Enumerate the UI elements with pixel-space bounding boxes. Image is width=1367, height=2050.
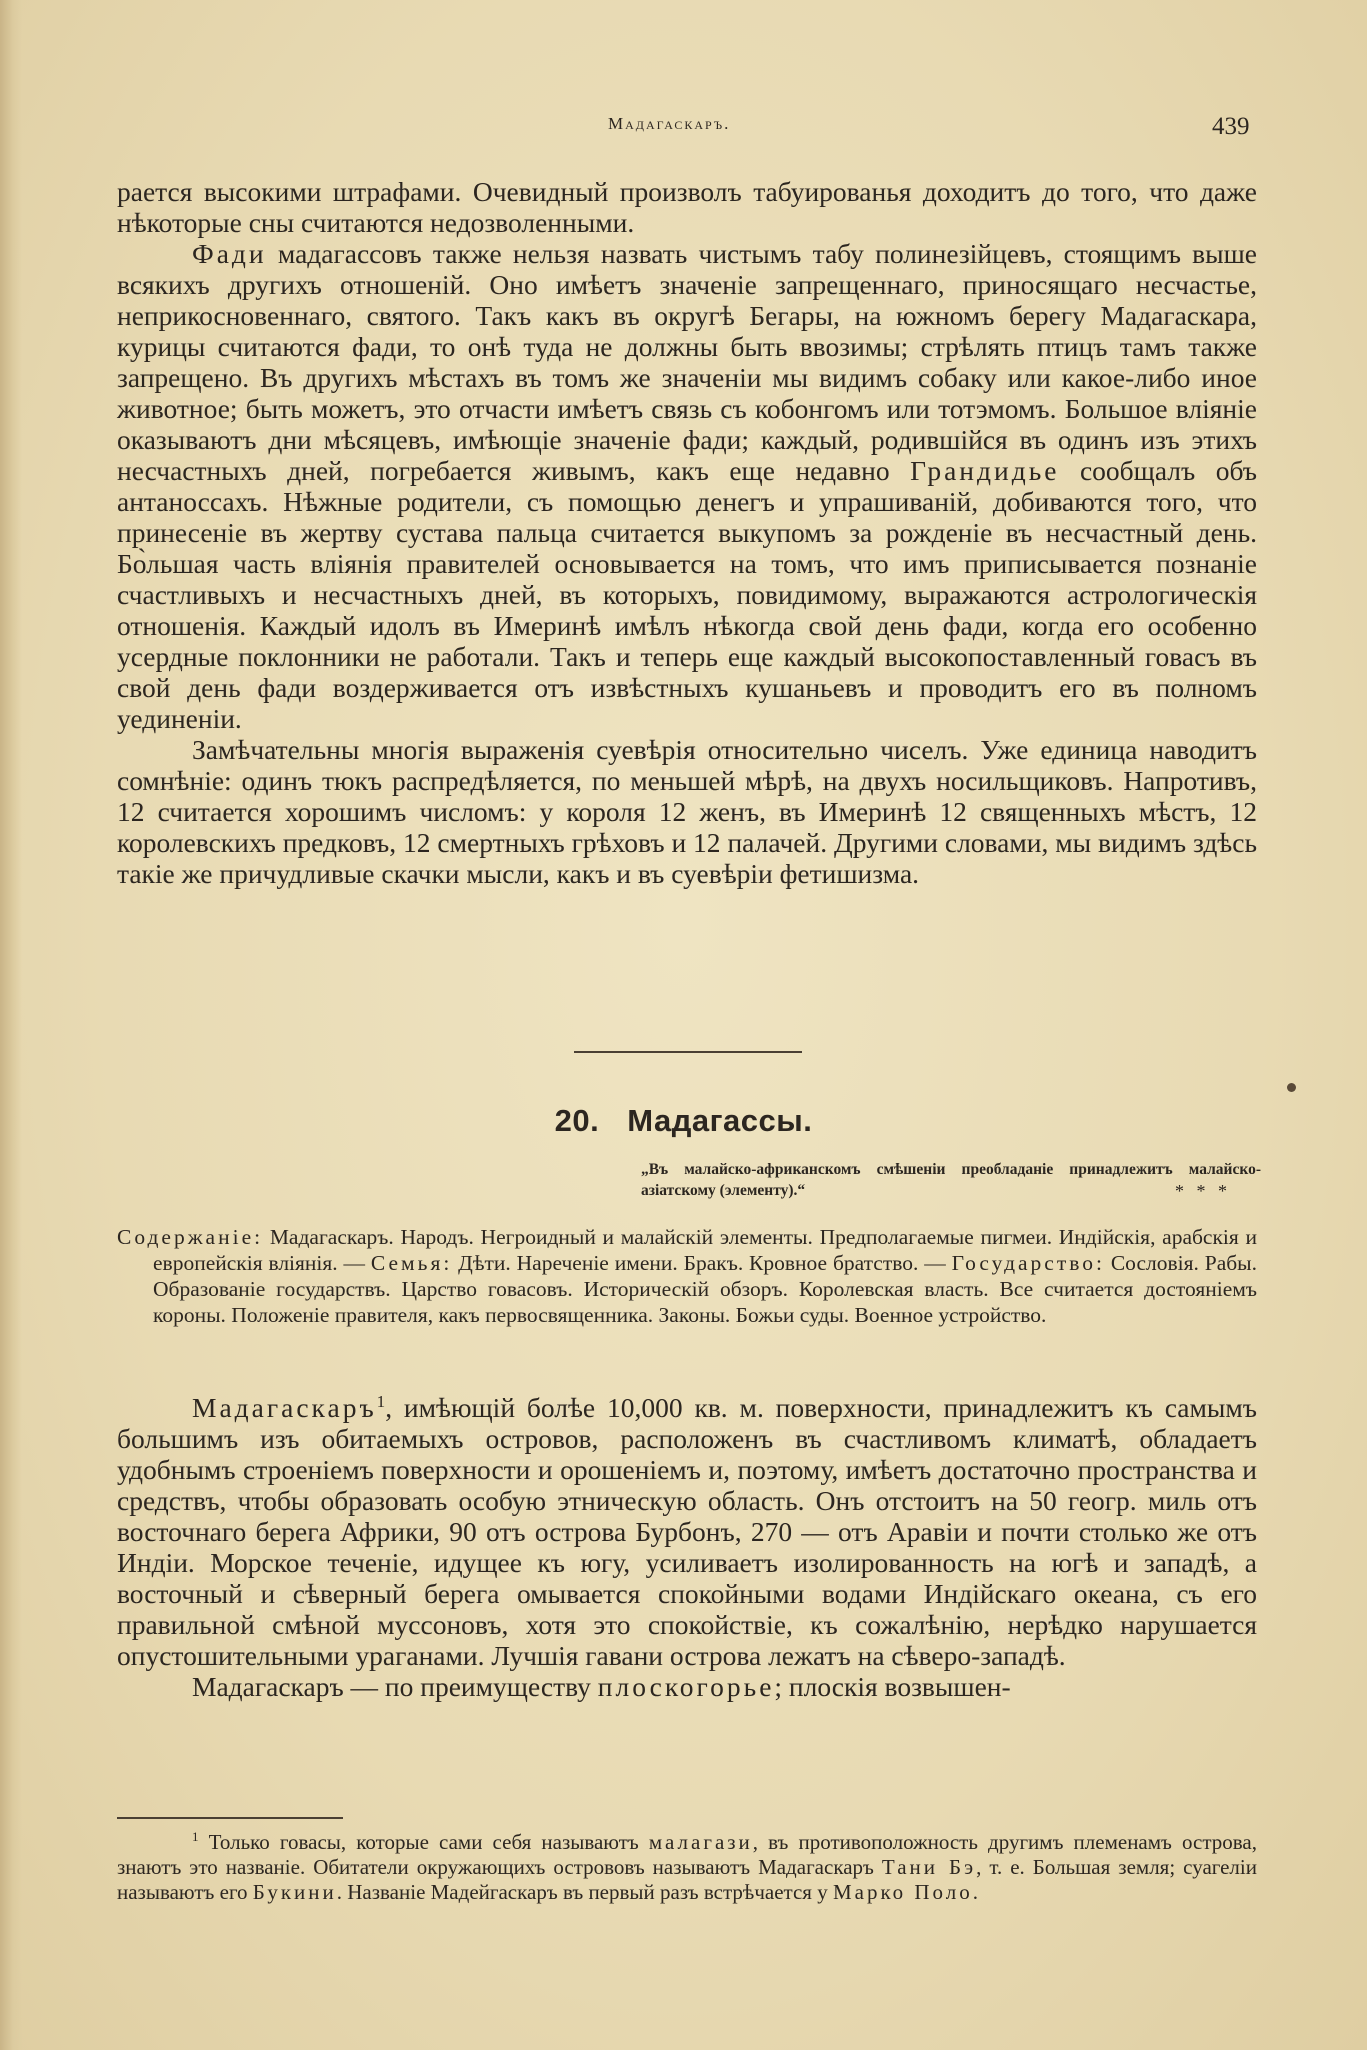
paragraph-fadi <box>117 238 1257 734</box>
paper-speck <box>1287 1083 1296 1092</box>
section-divider <box>574 1051 802 1053</box>
chapter-number: 20. <box>554 1103 600 1138</box>
footnote-paragraph <box>117 1830 1257 1905</box>
paragraph-text: мадагассовъ также нельзя назвать чистымъ табу полинезійцевъ, стоящимъ выше всякихъ другихъ отношеній. Оно имѣетъ значеніе запрещеннаго, приносящаго несчастье, неприкосновеннаго, святого. Такъ какъ въ округѣ Бегары, на южномъ берегу Мадагаскара, курицы считаются фади, то онѣ туда не должны быть ввозимы; стрѣлять птицъ тамъ также запрещено. Въ другихъ мѣстахъ въ томъ же значеніи мы видимъ собаку или какое-либо иное животное; быть можетъ, это отчасти имѣетъ связь съ кобонгомъ или тотэмомъ. Большое вліяніе оказываютъ дни мѣсяцевъ, имѣющіе значеніе фади; каждый, родившійся въ одинъ изъ этихъ несчастныхъ дней, погребается живымъ, какъ еще недавно <box>117 238 1257 486</box>
contents-label-state: Государство: <box>951 1251 1105 1275</box>
spaced-name: Грандидье <box>910 455 1060 486</box>
running-head: Мадагаскаръ. <box>608 114 731 133</box>
epigraph-attribution-asterism: * * * <box>1175 1181 1231 1201</box>
paragraph-plateau <box>117 1671 1257 1702</box>
paragraph-text: , имѣющій болѣе 10,000 кв. м. поверхности, принадлежитъ къ самымъ большимъ изъ обитаемыхъ островов, расположенъ въ счастливомъ климатѣ, обладаетъ удобнымъ строеніемъ поверхности и орошеніемъ и, поэтому, имѣетъ достаточно пространства и средствъ, чтобы образовать особую этническую область. Онъ отстоитъ на 50 геогр. миль отъ восточнаго берега Африки, 90 отъ острова Бурбонъ, 270 — отъ Аравіи и почти столько же отъ Индіи. Морское теченіе, идущее къ югу, усиливаетъ изолированность на югѣ и западѣ, а восточный и сѣверный берега омывается спокойными водами Индійскаго океана, съ его правильной смѣной муссоновъ, хотя это спокойствіе, къ сожалѣнію, нерѣдко нарушается опустошительными ураганами. Лучшія гавани острова лежатъ на сѣверо-западѣ. <box>117 1392 1257 1671</box>
contents-text-state: Сословія. Рабы. Образованіе государствъ. Царство говасовъ. Историческій обзоръ. Королевская власть. Все считается достояніемъ короны. Положеніе правителя, какъ первосвященника. Законы. Божьи суды. Военное устройство. <box>153 1251 1257 1327</box>
epigraph: „Въ малайско-африканскомъ смѣшеніи преобладаніе принадлежитъ малайско-азіатскому (элементу).“ <box>641 1161 1261 1199</box>
chapter-heading <box>0 1103 1367 1139</box>
footnote-text: . <box>972 1880 978 1904</box>
paragraph-numbers: Замѣчательны многія выраженія суевѣрія относительно чиселъ. Уже единица наводитъ сомнѣніе: одинъ тюкъ распредѣляется, по меньшей мѣрѣ, на двухъ носильщиковъ. Напротивъ, 12 считается хорошимъ числомъ: у короля 12 женъ, въ Имеринѣ 12 священныхъ мѣстъ, 12 королевскихъ предковъ, 12 смертныхъ грѣховъ и 12 палачей. Другими словами, мы видимъ здѣсь такіе же причудливые скачки мысли, какъ и въ суевѣріи фетишизма. <box>117 734 1257 889</box>
contents-label: Содержаніе: <box>117 1225 264 1249</box>
footnote-spaced-term: Марко Поло <box>832 1880 973 1904</box>
footnote-rule <box>117 1817 343 1819</box>
footnote <box>117 1830 1257 1905</box>
paragraph-madagascar <box>117 1392 1257 1671</box>
footnote-text: . Названіе Мадейгаскаръ въ первый разъ встрѣчается у <box>336 1880 833 1904</box>
footnote-spaced-term: Букини <box>252 1880 337 1904</box>
chapter-contents <box>117 1224 1257 1328</box>
paragraph-tail: сообщалъ объ антаноссахъ. Нѣжные родители, съ помощью денегъ и упрашиваній, добиваются того, что принесеніе въ жертву сустава пальца считается выкупомъ за рожденіе въ несчастный день. Бо̀льшая часть вліянія правителей основывается на томъ, что имъ приписывается познаніе счастливыхъ и несчастныхъ дней, въ которыхъ, повидимому, выражаются астрологическія отношенія. Каждый идолъ въ Имеринѣ имѣлъ нѣкогда свой день фади, когда его особенно усердные поклонники не работали. Такъ и теперь еще каждый высокопоставленный говасъ въ свой день фади воздерживается отъ извѣстныхъ кушаньевъ и проводитъ его въ полномъ уединеніи. <box>117 455 1257 734</box>
contents-paragraph <box>117 1224 1257 1328</box>
paragraph-tail: ; плоскія возвышен- <box>774 1671 1011 1702</box>
footnote-spaced-term: малагази <box>648 1830 753 1854</box>
contents-text-family: Дѣти. Нареченіе имени. Бракъ. Кровное братство. — <box>452 1251 952 1275</box>
page-edge-shadow <box>0 0 22 2050</box>
page-number: 439 <box>1212 113 1250 140</box>
chapter-title: Мадагассы. <box>627 1103 813 1138</box>
footnote-text: , въ противоположность другимъ племенамъ острова, знаютъ это названіе. Обитатели окружающихъ острововъ называютъ Мадагаскаръ <box>117 1830 1257 1879</box>
paragraph-text: Мадагаскаръ — по преимуществу <box>192 1671 598 1702</box>
paragraph-continuation: рается высокими штрафами. Очевидный произволъ табуированья доходитъ до того, что даже нѣкоторые сны считаются недозволенными. <box>117 176 1257 238</box>
contents-text: Мадагаскаръ. Народъ. Негроидный и малайскій элементы. Предполагаемые пигмеи. Индійскія, арабскія и европейскія вліянія. — <box>153 1225 1257 1275</box>
footnote-text: Только говасы, которые сами себя называютъ <box>198 1830 649 1854</box>
spaced-term: плоскогорье <box>597 1671 775 1702</box>
footnote-reference: 1 <box>376 1391 386 1411</box>
contents-label-family: Семья: <box>370 1251 453 1275</box>
body-text-block <box>117 1392 1257 1702</box>
top-text-block <box>117 176 1257 889</box>
footnote-marker: 1 <box>192 1829 199 1844</box>
footnote-text: , т. е. Большая земля; суагеліи называютъ его <box>117 1855 1257 1904</box>
lead-word: Фади <box>192 238 267 269</box>
footnote-spaced-term: Тани Бэ <box>881 1855 977 1879</box>
lead-word: Мадагаскаръ <box>192 1392 377 1423</box>
